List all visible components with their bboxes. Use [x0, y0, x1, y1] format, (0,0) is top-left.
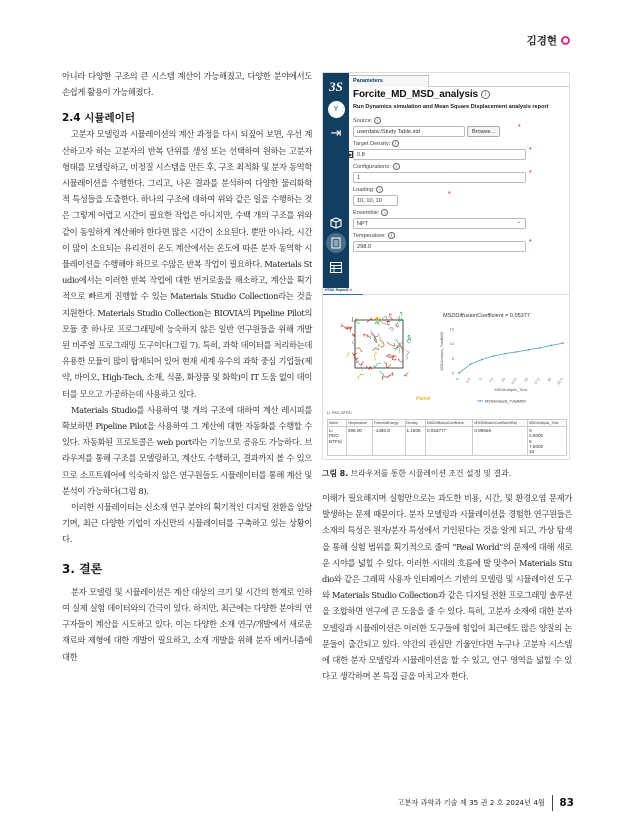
cell-msd-rsq: 0.99566 — [473, 427, 528, 456]
col-header[interactable]: Name — [328, 420, 347, 427]
configurations-input[interactable]: 1 — [353, 172, 526, 183]
polymer-chain — [384, 362, 391, 368]
target-density-input[interactable]: 0.8 — [353, 149, 526, 160]
y-tick-label: 15 — [449, 326, 454, 332]
cell-temperature: 298.00 — [346, 427, 372, 456]
col-header[interactable]: Density — [405, 420, 425, 427]
polymer-chain — [347, 327, 352, 330]
polymer-chain — [387, 321, 390, 325]
cell-time: 0 2.5000 5 7.5000 10 — [528, 427, 567, 456]
polymer-chain — [390, 314, 394, 321]
table-header-row — [328, 420, 567, 427]
info-icon[interactable]: i — [393, 163, 400, 170]
x-tick-label: 5 — [478, 377, 483, 382]
info-icon[interactable]: i — [376, 186, 383, 193]
exit-icon[interactable]: ⇥ — [330, 125, 342, 140]
polymer-chain — [356, 319, 360, 324]
polymer-chain — [404, 372, 408, 376]
figure-caption-label: 그림 8. — [322, 469, 349, 478]
molecule-caption: Pamol — [416, 396, 431, 402]
section-2-4-paragraph-3: 이러한 시뮬레이터는 신소재 연구 분야의 획기적인 디지털 전환을 앞당기며, 최근 다양한 기업이 자신만의 시뮬레이터를 구축하고 있는 상황이다. — [62, 502, 312, 545]
parameters-form — [349, 89, 565, 255]
intro-paragraph: 아니라 다양한 구조의 큰 시스템 계산이 가능해졌고, 다양한 분야에서도 손쉽게 활용이 가능해졌다. — [62, 71, 312, 98]
y-tick-label: 10 — [449, 341, 454, 347]
polymer-chain — [346, 352, 349, 357]
polymer-chain — [400, 312, 402, 316]
info-icon[interactable]: i — [388, 232, 395, 239]
info-icon[interactable]: i — [481, 90, 490, 99]
polymer-chain — [356, 348, 362, 352]
data-point — [551, 345, 553, 347]
polymer-chain — [398, 359, 403, 362]
col-header[interactable]: MSDDiffusionCoefficientRsq — [473, 420, 528, 427]
info-icon[interactable]: i — [381, 209, 388, 216]
ensemble-select[interactable]: NPT — [353, 218, 526, 229]
footer-divider — [552, 795, 554, 811]
data-point — [504, 353, 506, 355]
y-tick-label: 5 — [451, 355, 454, 361]
polymer-chain — [382, 376, 387, 379]
temperature-label: Temperature: i — [353, 232, 565, 239]
source-input[interactable]: userdata:/Study Table.std — [353, 126, 465, 137]
source-label: Source: i — [353, 117, 565, 124]
x-tick-label: 20 — [546, 377, 553, 383]
close-icon[interactable]: × — [349, 288, 352, 292]
legend-label: MSDAnalysis_TotalMSD — [485, 399, 527, 404]
header-author — [527, 33, 570, 48]
data-point — [458, 372, 460, 374]
polymer-chain — [387, 342, 395, 346]
col-header[interactable]: MSDDiffusionCoefficient — [425, 420, 472, 427]
x-tick-label: 10 — [500, 377, 507, 383]
col-header[interactable]: MSDAnalysis_Time — [528, 420, 567, 427]
polymer-chain — [361, 361, 364, 365]
x-tick-label: 22.5 — [556, 377, 564, 386]
table-row — [328, 427, 567, 456]
polymer-chain — [354, 357, 358, 360]
x-tick-label: 15 — [523, 377, 530, 383]
app-sidebar — [323, 73, 349, 288]
circle-marker-icon — [561, 36, 570, 45]
polymer-chain — [378, 344, 382, 350]
required-mark: * — [518, 124, 521, 131]
results-table — [327, 419, 567, 456]
browse-button[interactable]: Browse... — [467, 126, 500, 137]
info-icon[interactable]: i — [392, 140, 399, 147]
x-tick-label: 7.5 — [488, 377, 495, 384]
loading-label: Loading: i — [353, 186, 565, 193]
polymer-chain — [392, 372, 393, 375]
cube-icon[interactable] — [326, 213, 346, 233]
polymer-chain — [352, 340, 355, 345]
required-mark: * — [448, 191, 451, 198]
required-mark: * — [529, 147, 532, 154]
section-3-title: 3. 결론 — [62, 561, 103, 576]
polymer-chain — [352, 317, 353, 322]
polymer-chain — [379, 372, 384, 377]
chevron-down-icon[interactable]: ⌄ — [516, 219, 521, 225]
figure-8-screenshot — [322, 72, 570, 460]
polymer-chain — [374, 363, 382, 367]
polymer-chain — [387, 375, 392, 378]
x-tick-label: 12.5 — [510, 377, 518, 386]
x-tick-label: 2.5 — [465, 377, 472, 384]
figure-caption-text: 브라우저를 통한 시뮬레이션 조건 설정 및 결과. — [348, 469, 512, 478]
play-icon[interactable]: ▶ — [349, 152, 353, 157]
author-name: 김경현 — [526, 35, 557, 47]
journal-info: 고분자 과학과 기술 제 35 권 2 호 2024년 4월 — [397, 798, 545, 807]
y-axis-label: MSDAnalysis_TotalMSD — [440, 331, 444, 371]
protocol-title: Forcite_MD_MSD_analysis i — [353, 89, 565, 100]
data-point — [516, 351, 518, 353]
section-2-4-title: 2.4 시뮬레이터 — [62, 112, 135, 125]
polymer-chain — [372, 348, 378, 351]
document-icon[interactable] — [326, 233, 346, 253]
molecular-structure-image — [327, 308, 431, 398]
x-tick-label: 0 — [455, 377, 460, 382]
cell-name: Li PEO BTFSi — [328, 427, 347, 456]
page-number: 83 — [559, 797, 574, 809]
polymer-chain — [357, 360, 362, 367]
section-2-4-paragraph-2: Materials Studio를 사용하여 몇 개의 구조에 대하여 계산 레시피를 확보하면 Pipeline Pilot을 사용하여 그 계산에 대한 자동화를 수행할 수 있다. 자동화된 프로토콜은 web port라는 기능으로 공유도 가능하다. 브라우저를 통해 구조를 모델링하고, 계산도 수행하고, 결과까지 볼 수 있으므로 소프트웨어에 익숙하지 않은 연구원들도 시뮬레이터를 통해 계산 및 분석이 가능하다(그림 8). — [62, 404, 312, 496]
polymer-chain — [393, 347, 398, 350]
figure-caption — [322, 468, 511, 479]
cell-potential-energy: -1450.8 — [373, 427, 405, 456]
x-axis-label: MSDAnalysis_Time — [494, 388, 528, 392]
user-avatar-icon[interactable]: Y — [328, 101, 345, 118]
protocol-description: Run Dynamics simulation and Mean Square Displacement analysis report — [353, 104, 549, 110]
cell-msd-coefficient: 0.053777 — [425, 427, 472, 456]
col-header[interactable]: PotentialEnergy — [373, 420, 405, 427]
target-density-label: Target Density: i — [353, 140, 565, 147]
polymer-chain — [345, 327, 350, 332]
ensemble-label: Ensemble: i — [353, 209, 565, 216]
3ds-logo-icon[interactable]: 3S — [329, 79, 343, 94]
section-3-paragraph: 분자 모델링 및 시뮬레이션은 계산 대상의 크기 및 시간의 한계로 인하여 실제 실험 데이터와의 간극이 있다. 하지만, 최근에는 다양한 분야의 연구자들이 계산을 시도하고 있다. 이는 다양한 소재 연구/개발에서 새로운 재료와 제형에 대한 개발이 필요하고, 소재 개발을 위해 분자 메커니즘에 대한 — [62, 586, 312, 662]
required-mark: * — [529, 170, 532, 177]
tab-parameters[interactable]: Parameters — [349, 75, 429, 87]
cell-density: 1.1606 — [405, 427, 425, 456]
chart-title: MSDDiffusionCoefficient = 0.05377 — [443, 313, 531, 319]
configurations-label: Configurations: i — [353, 163, 565, 170]
polymer-chain — [406, 350, 409, 360]
simulation-cell-box — [355, 320, 403, 368]
data-point — [481, 359, 483, 361]
polymer-chain — [389, 328, 394, 331]
y-tick-label: 0 — [451, 370, 454, 376]
loading-input[interactable]: 10, 10, 10 — [353, 195, 398, 206]
col-header[interactable]: Temperature — [346, 420, 372, 427]
polymer-chain — [396, 323, 399, 328]
data-point — [562, 342, 564, 344]
series-line — [459, 343, 563, 373]
table-caption: Li, PEO, BTFSi — [327, 411, 352, 415]
legend-marker — [479, 400, 481, 402]
polymer-chain — [375, 353, 377, 361]
right-column — [322, 490, 572, 684]
table-icon[interactable] — [326, 257, 346, 277]
data-point — [527, 349, 529, 351]
left-column — [62, 68, 312, 665]
section-2-4-paragraph-1: 고분자 모델링과 시뮬레이션의 계산 과정을 다시 되짚어 보면, 우선 계산하고자 하는 고분자의 반복 단위를 생성 또는 선택하여 원하는 고분자 형태를 모델링하고, 비정질 시스템을 만든 후, 구조 최적화 및 분자 동역학 시뮬레이션을 수행한다. 그리고, 나온 결과를 분석하여 다양한 물리화학적 특성들을 도출한다. 하나의 구조에 대하여 위와 같은 일을 수행하는 것은 그렇게 어렵고 시간이 필요한 작업은 아니지만, 수백 개의 구조를 위와 같이 동일하게 계산해야 한다면 많은 시간이 소요된다. 뿐만 아니라, 시간이 많이 소요되는 유리전이 온도 계산에서는 온도에 따른 분자 동역학 시뮬레이션을 수행해야 하므로 수많은 반복 작업이 필요하다. Materials Studio에서는 이러한 반복 작업에 대한 번거로움을 해소하고, 계산을 획기적으로 빠르게 진행할 수 있는 Materials Studio Collection라는 것을 지원한다. Materials Studio Collection는 BIOVIA의 Pipeline Pilot의 모듈 중 하나로 프로그래밍에 능숙하지 않은 일반 연구원들을 위해 개발된 비주얼 프로그래밍 도구이다(그림 7). 특히, 과학 데이터를 처리하는데 유용한 모듈이 많이 탑재되어 있어 현재 세계 유수의 과학 중심 기업들(제약, 바이오, High-Tech, 소재, 식품, 화장품 및 화학)이 IT 도움 없이 데이터를 모으고 가공하는데 사용하고 있다. — [62, 129, 312, 399]
polymer-chain — [358, 374, 364, 380]
info-icon[interactable]: i — [374, 117, 381, 124]
page-footer — [397, 795, 574, 811]
data-point — [493, 355, 495, 357]
x-tick-label: 17.5 — [533, 377, 541, 386]
tab-html-report[interactable]: HTML Report1 × — [323, 287, 363, 295]
required-mark: * — [529, 239, 532, 246]
polymer-chain — [382, 316, 387, 320]
right-paragraph: 이해가 필요해지며 실험만으로는 과도한 비용, 시간, 및 환경오염 문제가 발생하는 문제 때문이다. 분자 모델링과 시뮬레이션을 경험한 연구원들은 소재의 특성은 원자/분자 특성에서 기인된다는 것을 알게 되고, 가상 탐색을 통해 실험 범위를 획기적으로 줄여 “Real World”의 문제에 대해 새로운 시야를 넓힐 수 있다. 이러한 시대의 흐름에 발 맞추어 Materials Studio와 같은 그래픽 사용자 인터페이스 기반의 모델링 및 시뮬레이션 도구와 Materials Studio Collection과 같은 디지털 전환 프로그래밍 솔루션을 조합하면 연구에 큰 도움을 줄 수 있다. 특히, 고분자 소재에 대한 분자 모델링과 시뮬레이션은 이러한 도구들에 힘입어 최근에도 많은 양질의 논문들이 출간되고 있다. 약간의 관심만 기울인다면 누구나 고분자 시스템에 대한 분자 모델링과 시뮬레이션을 할 수 있고, 연구 영역을 넓힐 수 있다고 생각하며 본 특집 글을 마치고자 한다. — [322, 493, 572, 682]
data-point — [539, 347, 541, 349]
polymer-chain — [396, 339, 403, 345]
data-point — [470, 363, 472, 365]
msd-line-chart — [437, 321, 567, 411]
polymer-chain — [371, 330, 378, 337]
polymer-chain — [397, 316, 400, 320]
temperature-input[interactable]: 298.0 — [353, 241, 526, 252]
